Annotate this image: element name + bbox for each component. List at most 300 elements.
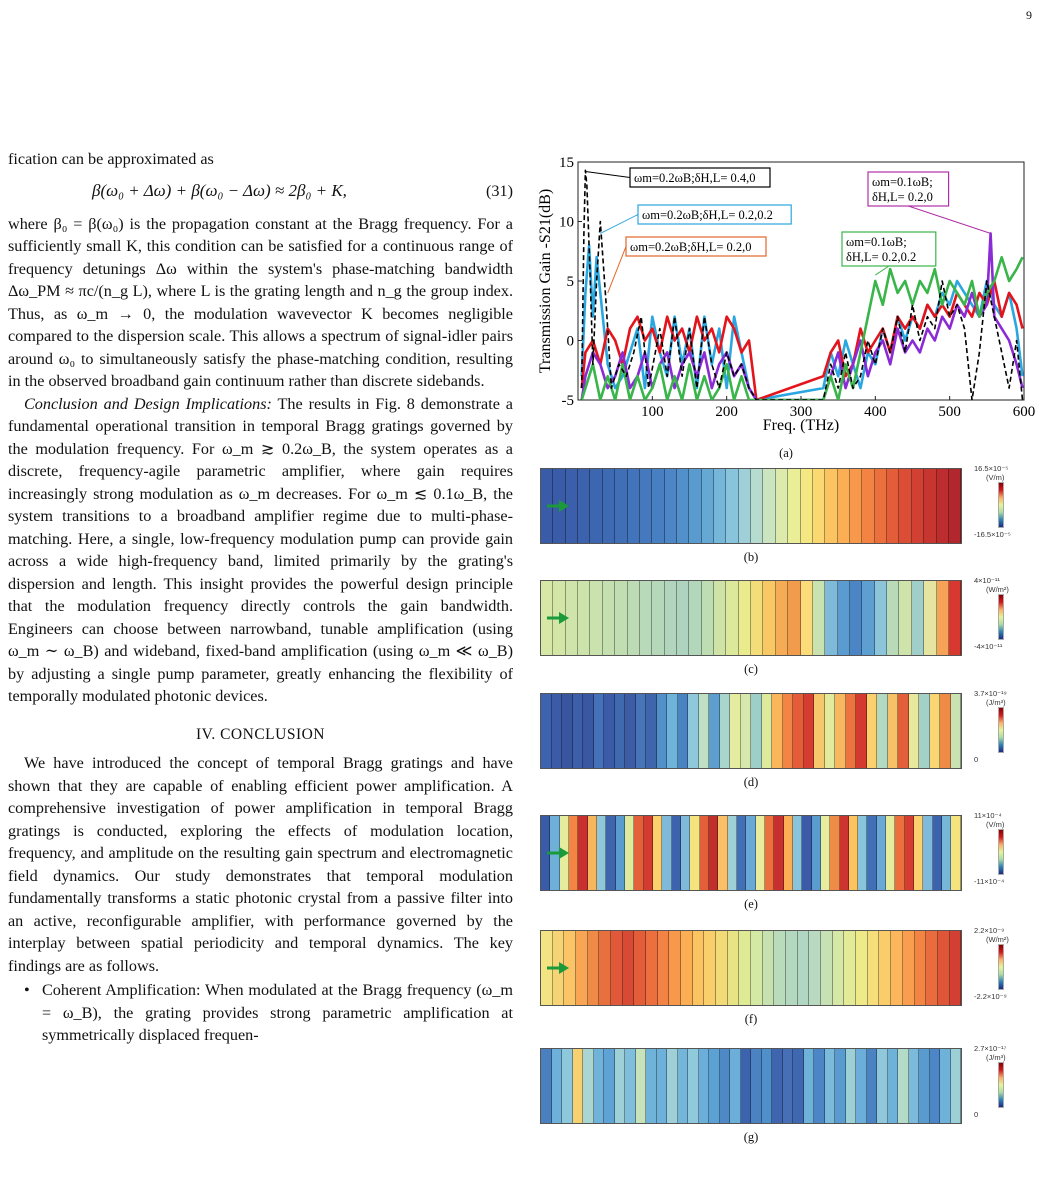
field-band <box>730 694 741 768</box>
field-band <box>875 581 887 655</box>
field-band <box>835 1049 846 1123</box>
field-band <box>915 931 927 1005</box>
field-band <box>835 694 846 768</box>
field-strip-g <box>540 1048 962 1124</box>
bullet-item <box>8 979 513 1047</box>
field-band <box>590 581 602 655</box>
field-band <box>576 931 588 1005</box>
field-band <box>846 694 857 768</box>
field-band <box>877 1049 888 1123</box>
field-band <box>756 816 765 890</box>
caption-b: (b) <box>743 550 759 564</box>
field-band <box>825 581 837 655</box>
colorbar-unit: (W/m²) <box>986 935 1009 944</box>
field-band <box>912 469 924 543</box>
field-band <box>709 1049 720 1123</box>
field-band <box>877 816 886 890</box>
field-band <box>693 931 705 1005</box>
field-band <box>678 1049 689 1123</box>
field-band <box>662 816 671 890</box>
field-band <box>720 1049 731 1123</box>
field-band <box>776 469 788 543</box>
field-band <box>804 1049 815 1123</box>
field-band <box>562 1049 573 1123</box>
field-band <box>599 931 611 1005</box>
field-band <box>930 1049 941 1123</box>
field-band <box>672 816 681 890</box>
field-band <box>912 581 924 655</box>
colorbar-min: 0 <box>974 1110 979 1119</box>
field-band <box>813 469 825 543</box>
field-band <box>667 1049 678 1123</box>
field-band <box>751 1049 762 1123</box>
field-band <box>737 816 746 890</box>
caption-a: (a) <box>779 446 793 460</box>
field-band <box>783 1049 794 1123</box>
y-axis-label: Transmission Gain -S21(dB) <box>537 188 554 374</box>
field-band <box>615 694 626 768</box>
field-band <box>615 469 627 543</box>
field-band <box>741 694 752 768</box>
field-band <box>951 1049 962 1123</box>
annotation-text-0-0: ωm=0.2ωB;δH,L= 0.4,0 <box>634 171 756 185</box>
field-band <box>825 1049 836 1123</box>
annotation-text-4-1: δH,L= 0.2,0.2 <box>846 250 917 264</box>
field-strip-d <box>540 693 962 769</box>
colorbar-unit: (V/m) <box>986 473 1005 482</box>
field-band <box>590 469 602 543</box>
field-band <box>891 931 903 1005</box>
field-band <box>909 1049 920 1123</box>
field-band <box>849 816 858 890</box>
colorbar-unit: (W/m²) <box>986 585 1009 594</box>
colorbar-unit: (J/m³) <box>986 698 1006 707</box>
field-band <box>751 694 762 768</box>
field-band <box>741 1049 752 1123</box>
field-band <box>603 581 615 655</box>
field-band <box>578 581 590 655</box>
field-band <box>625 1049 636 1123</box>
field-band <box>709 816 718 890</box>
field-band <box>886 816 895 890</box>
field-band <box>728 816 737 890</box>
field-band <box>919 1049 930 1123</box>
field-band <box>898 1049 909 1123</box>
field-band <box>868 931 880 1005</box>
field-band <box>751 469 763 543</box>
field-strip-e <box>540 815 962 891</box>
field-band <box>709 694 720 768</box>
field-band <box>814 1049 825 1123</box>
field-band <box>569 816 578 890</box>
annotation-text-4-0: ωm=0.1ωB; <box>846 235 907 249</box>
field-band <box>850 469 862 543</box>
y-tick-label-2: 5 <box>566 274 574 290</box>
field-band <box>652 469 664 543</box>
field-bands <box>541 694 961 768</box>
field-band <box>634 931 646 1005</box>
field-band <box>903 931 915 1005</box>
field-band <box>625 694 636 768</box>
field-band <box>720 694 731 768</box>
field-band <box>786 931 798 1005</box>
field-band <box>825 469 837 543</box>
field-band <box>833 931 845 1005</box>
field-band <box>949 469 961 543</box>
annotation-text-3-0: ωm=0.1ωB; <box>872 175 933 189</box>
field-band <box>802 816 811 890</box>
field-band <box>838 581 850 655</box>
colorbar-max: 2.2×10⁻⁹ <box>974 926 1005 935</box>
x-axis-label: Freq. (THz) <box>762 417 840 434</box>
field-band <box>702 469 714 543</box>
colorbar-min: -4×10⁻¹¹ <box>974 642 1003 651</box>
x-tick-label-3: 400 <box>864 404 887 420</box>
field-band <box>604 1049 615 1123</box>
field-band <box>850 581 862 655</box>
left-column <box>8 148 513 1047</box>
field-band <box>788 581 800 655</box>
field-band <box>899 581 911 655</box>
field-band <box>644 816 653 890</box>
field-band <box>772 1049 783 1123</box>
field-band <box>887 581 899 655</box>
field-band <box>594 1049 605 1123</box>
colorbar-f <box>972 926 1032 1010</box>
field-band <box>583 1049 594 1123</box>
field-band <box>739 469 751 543</box>
section-heading: IV. CONCLUSION <box>195 725 325 743</box>
field-band <box>615 581 627 655</box>
field-band <box>714 469 726 543</box>
colorbar-max: 11×10⁻⁴ <box>974 811 1002 820</box>
input-arrow-icon <box>547 961 569 975</box>
field-band <box>840 816 849 890</box>
field-band <box>636 1049 647 1123</box>
field-band <box>898 694 909 768</box>
field-band <box>914 816 923 890</box>
field-band <box>726 581 738 655</box>
field-band <box>762 694 773 768</box>
equation-number: (31) <box>486 182 513 201</box>
field-strip-c <box>540 580 962 656</box>
field-band <box>739 581 751 655</box>
field-band <box>634 816 643 890</box>
caption-f: (f) <box>744 1012 758 1026</box>
field-bands <box>541 816 961 890</box>
colorbar-min: -11×10⁻⁴ <box>974 877 1005 886</box>
field-band <box>628 581 640 655</box>
field-band <box>625 816 634 890</box>
field-band <box>814 694 825 768</box>
field-band <box>739 931 751 1005</box>
field-band <box>867 816 876 890</box>
field-strip-b <box>540 468 962 544</box>
equation-body: β(ω₀ + Δω) + β(ω₀ − Δω) ≈ 2β₀ + K, <box>92 181 347 201</box>
field-band <box>652 581 664 655</box>
field-band <box>699 1049 710 1123</box>
field-band <box>856 1049 867 1123</box>
field-band <box>628 469 640 543</box>
field-band <box>887 469 899 543</box>
colorbar-g <box>972 1044 1032 1128</box>
y-tick-label-3: 10 <box>559 214 574 231</box>
field-band <box>940 1049 951 1123</box>
colorbar-b <box>972 464 1032 548</box>
field-band <box>730 1049 741 1123</box>
field-band <box>951 816 960 890</box>
caption-c: (c) <box>744 662 758 676</box>
field-band <box>751 581 763 655</box>
field-band <box>578 816 587 890</box>
x-tick-label-1: 200 <box>715 404 738 420</box>
field-band <box>763 469 775 543</box>
paragraph-body: The results in Fig. 8 demonstrate a fundamental operational transition in temporal Bragg gratings governed by the modulation frequency. For ω_m ≳ 0.2ω_B, the system operates as a discrete, frequency-agile parametric amplifier, where gain requires increasingly strong modulation as ω_m decreases. For ω_m ≲ 0.1ω_B, the system transitions to a broadband amplifier regime due to multi-phase-matching. Here, a single, low-frequency modulation pump can provide gain across a wide high-frequency band, limited primarily by the grating's dispersion and length. This insight provides the powerful design principle that the modulation frequency directly controls the gain bandwidth. Engineers can choose between narrowband, tunable amplification (using ω_m ∼ ω_B) and wideband, fixed-band amplification (using ω_m ≪ ω_B) by adjusting a single pump parameter, greatly enhancing the flexibility of temporally modulated photonic devices. <box>8 394 513 705</box>
colorbar-gradient <box>998 707 1004 753</box>
field-band <box>801 469 813 543</box>
field-band <box>702 581 714 655</box>
field-band <box>783 694 794 768</box>
field-band <box>615 1049 626 1123</box>
colorbar-d <box>972 689 1032 773</box>
field-band <box>788 469 800 543</box>
bullet-dot: • <box>24 981 30 999</box>
colorbar-gradient <box>998 1062 1004 1108</box>
colorbar-max: 16.5×10⁻⁵ <box>974 464 1009 473</box>
field-band <box>594 694 605 768</box>
paragraph-conclusion-design <box>8 393 513 708</box>
colorbar-gradient <box>998 829 1004 875</box>
field-band <box>588 931 600 1005</box>
page-number: 9 <box>1026 8 1032 22</box>
field-band <box>950 931 962 1005</box>
field-band <box>677 469 689 543</box>
field-band <box>856 931 868 1005</box>
field-band <box>899 469 911 543</box>
field-band <box>704 931 716 1005</box>
field-band <box>862 581 874 655</box>
field-bands <box>541 469 961 543</box>
field-band <box>830 816 839 890</box>
field-band <box>926 931 938 1005</box>
field-band <box>616 816 625 890</box>
paragraph-phase-matching: where β₀ = β(ω₀) is the propagation constant at the Bragg frequency. For a sufficiently small K, this condition can be satisfied for a continuous range of frequency detunings Δω within the system's phase-matching bandwidth Δω_PM ≈ πc/(n_g L), where L is the grating length and n_g the group index. Thus, as ω_m → 0, the modulation wavevector K becomes negligible compared to the dispersion scale. This allows a spectrum of signal-idler pairs around ω₀ to simultaneously satisfy the phase-matching condition, resulting in the observed broadband gain continuum rather than discrete sidebands. <box>8 214 513 390</box>
annotation-text-2-0: ωm=0.2ωB;δH,L= 0.2,0 <box>630 240 752 254</box>
field-band <box>541 694 552 768</box>
field-band <box>867 694 878 768</box>
field-band <box>762 1049 773 1123</box>
field-band <box>804 694 815 768</box>
field-band <box>938 931 950 1005</box>
colorbar-c <box>972 576 1032 660</box>
field-band <box>573 694 584 768</box>
input-arrow-icon <box>547 499 569 513</box>
paragraph-conclusion: We have introduced the concept of temporal Bragg gratings and have shown that they are capable of enabling efficient power amplification. A comprehensive investigation of power amplification in temporal Bragg gratings is conducted, exploring the effects of modulation location, frequency, and amplitude on the resulting gain spectrum and electromagnetic field dynamics. Our study demonstrates that temporal modulation fundamentally transforms a static photonic crystal from a passive filter into an active, reconfigurable amplifier, with performance governed by the interplay between spatial periodicity and temporal dynamics. The key findings are as follows. <box>8 754 513 975</box>
field-band <box>772 694 783 768</box>
field-band <box>640 469 652 543</box>
field-band <box>877 694 888 768</box>
field-band <box>573 1049 584 1123</box>
field-band <box>681 816 690 890</box>
field-band <box>825 694 836 768</box>
bullet-text: Coherent Amplification: When modulated at the Bragg frequency (ω_m = ω_B), the grating provides strong parametric amplification at symmetrically displaced frequen- <box>42 981 513 1044</box>
field-band <box>583 694 594 768</box>
field-band <box>562 694 573 768</box>
field-band <box>681 931 693 1005</box>
field-band <box>636 694 647 768</box>
field-band <box>924 581 936 655</box>
field-band <box>942 816 951 890</box>
field-band <box>665 581 677 655</box>
caption-e: (e) <box>744 897 758 911</box>
field-band <box>657 694 668 768</box>
field-band <box>606 816 615 890</box>
x-tick-label-5: 600 <box>1012 404 1036 420</box>
field-band <box>669 931 681 1005</box>
field-band <box>763 581 775 655</box>
field-band <box>821 816 830 890</box>
field-band <box>940 694 951 768</box>
field-band <box>714 581 726 655</box>
field-band <box>765 816 774 890</box>
field-band <box>728 931 740 1005</box>
caption-d: (d) <box>743 775 759 789</box>
caption-g: (g) <box>743 1130 759 1144</box>
field-band <box>793 816 802 890</box>
field-band <box>774 816 783 890</box>
field-band <box>895 816 904 890</box>
x-tick-label-4: 500 <box>938 404 961 420</box>
field-band <box>951 694 962 768</box>
field-band <box>578 469 590 543</box>
annotation-text-1-0: ωm=0.2ωB;δH,L= 0.2,0.2 <box>642 208 773 222</box>
field-band <box>801 581 813 655</box>
field-band <box>646 1049 657 1123</box>
field-band <box>858 816 867 890</box>
field-band <box>937 581 949 655</box>
field-band <box>667 694 678 768</box>
colorbar-e <box>972 811 1032 895</box>
field-band <box>751 931 763 1005</box>
field-band <box>690 816 699 890</box>
field-band <box>541 1049 552 1123</box>
field-band <box>646 694 657 768</box>
field-band <box>793 1049 804 1123</box>
field-band <box>699 694 710 768</box>
colorbar-min: 0 <box>974 755 979 764</box>
colorbar-max: 3.7×10⁻¹⁹ <box>974 689 1007 698</box>
colorbar-gradient <box>998 944 1004 990</box>
field-band <box>718 816 727 890</box>
field-band <box>688 1049 699 1123</box>
input-arrow-icon <box>547 846 569 860</box>
field-band <box>640 581 652 655</box>
y-tick-label-1: 0 <box>566 333 574 350</box>
field-band <box>949 581 961 655</box>
field-bands <box>541 1049 961 1123</box>
field-band <box>923 816 932 890</box>
field-band <box>716 931 728 1005</box>
input-arrow-icon <box>547 611 569 625</box>
field-band <box>838 469 850 543</box>
colorbar-max: 2.7×10⁻¹⁷ <box>974 1044 1007 1053</box>
field-band <box>604 694 615 768</box>
colorbar-unit: (J/m³) <box>986 1053 1006 1062</box>
colorbar-min: -2.2×10⁻⁹ <box>974 992 1007 1001</box>
field-band <box>919 694 930 768</box>
field-band <box>930 694 941 768</box>
field-band <box>905 816 914 890</box>
field-band <box>597 816 606 890</box>
intro-text: fication can be approximated as <box>8 150 214 168</box>
field-band <box>774 931 786 1005</box>
field-band <box>763 931 775 1005</box>
x-tick-label-0: 100 <box>641 404 664 420</box>
field-band <box>726 469 738 543</box>
colorbar-min: -16.5×10⁻⁵ <box>974 530 1011 539</box>
field-band <box>784 816 793 890</box>
y-tick-label-4: 15 <box>559 155 574 171</box>
field-band <box>665 469 677 543</box>
colorbar-gradient <box>998 594 1004 640</box>
colorbar-gradient <box>998 482 1004 528</box>
field-band <box>875 469 887 543</box>
field-band <box>658 931 670 1005</box>
field-band <box>809 931 821 1005</box>
paragraph-title: Conclusion and Design Implications: <box>24 394 272 413</box>
field-band <box>776 581 788 655</box>
figure-8 <box>530 150 1042 1180</box>
field-band <box>689 469 701 543</box>
field-band <box>862 469 874 543</box>
field-band <box>700 816 709 890</box>
field-band <box>813 581 825 655</box>
field-band <box>677 581 689 655</box>
field-band <box>867 1049 878 1123</box>
field-band <box>798 931 810 1005</box>
colorbar-unit: (V/m) <box>986 820 1005 829</box>
field-band <box>924 469 936 543</box>
field-band <box>623 931 635 1005</box>
x-tick-label-2: 300 <box>789 404 813 420</box>
field-band <box>588 816 597 890</box>
field-band <box>653 816 662 890</box>
field-band <box>844 931 856 1005</box>
field-band <box>821 931 833 1005</box>
field-band <box>678 694 689 768</box>
field-strip-f <box>540 930 962 1006</box>
field-band <box>888 694 899 768</box>
field-band <box>552 1049 563 1123</box>
field-bands <box>541 931 961 1005</box>
field-band <box>746 816 755 890</box>
annotation-text-3-1: δH,L= 0.2,0 <box>872 190 933 204</box>
field-band <box>611 931 623 1005</box>
field-band <box>657 1049 668 1123</box>
gain-chart <box>530 150 1042 450</box>
field-band <box>933 816 942 890</box>
field-band <box>812 816 821 890</box>
field-band <box>646 931 658 1005</box>
field-band <box>603 469 615 543</box>
field-band <box>909 694 920 768</box>
field-band <box>856 694 867 768</box>
field-band <box>793 694 804 768</box>
field-band <box>879 931 891 1005</box>
field-band <box>552 694 563 768</box>
field-band <box>846 1049 857 1123</box>
field-band <box>888 1049 899 1123</box>
